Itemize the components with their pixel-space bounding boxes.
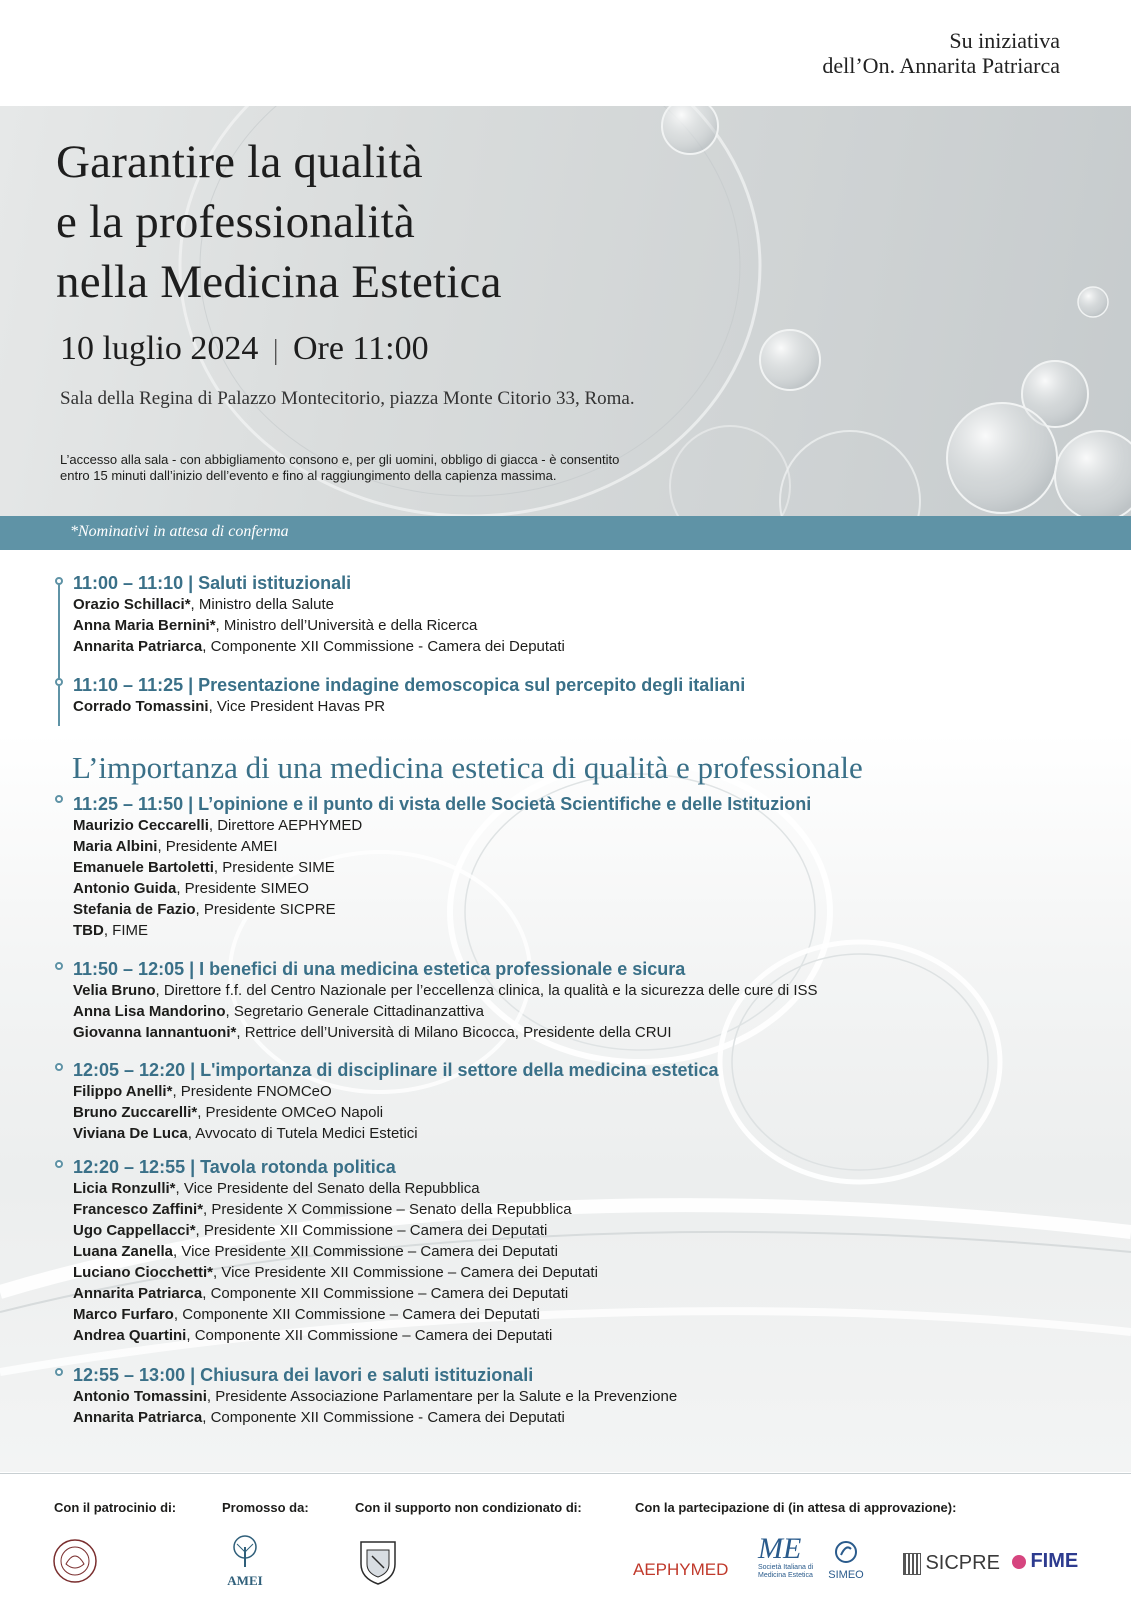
speaker-role: , Vice Presidente XII Commissione – Camera dei Deputati (173, 1243, 558, 1260)
session-3 (73, 793, 811, 941)
initiative-credit (822, 28, 1060, 78)
event-datetime (60, 330, 429, 368)
speaker (73, 1325, 598, 1346)
speaker-name: Marco Furfaro (73, 1306, 174, 1323)
speaker (73, 615, 565, 636)
speaker-name: Filippo Anelli* (73, 1083, 173, 1100)
speaker (73, 636, 565, 657)
amei-tree-icon (222, 1534, 268, 1568)
speaker-role: , Presidente SIMEO (176, 880, 309, 897)
speaker-name: Ugo Cappellacci* (73, 1222, 196, 1239)
speaker-role: , Ministro della Salute (190, 596, 334, 613)
speaker-name: Stefania de Fazio (73, 901, 196, 918)
sime-logo-mark: ME (758, 1532, 802, 1565)
aephymed-logo: AEPHYMED (633, 1560, 729, 1579)
speaker-role: , Ministro dell’Università e della Ricerca (215, 617, 478, 634)
promosso-label: Promosso da: (222, 1500, 309, 1515)
speaker (73, 1123, 719, 1144)
speaker-name: Annarita Patriarca (73, 1409, 203, 1426)
speaker-role: , FIME (103, 922, 148, 939)
speaker-role: , Vice Presidente XII Commissione – Camera dei Deputati (213, 1264, 598, 1281)
speaker-name: Emanuele Bartoletti (73, 859, 214, 876)
initiative-line-1: Su iniziativa (949, 28, 1060, 53)
session-title: 12:05 – 12:20 | L'importanza di disciplinare il settore della medicina estetica (73, 1060, 719, 1080)
sime-logo (758, 1534, 828, 1580)
amei-logo-text: AMEI (227, 1573, 263, 1588)
speaker (73, 1241, 598, 1262)
session-title: 11:10 – 11:25 | Presentazione indagine demoscopica sul percepito degli italiani (73, 675, 746, 695)
speaker (73, 815, 811, 836)
partecipazione-label: Con la partecipazione di (in attesa di approvazione): (635, 1500, 957, 1515)
speaker-name: Annarita Patriarca (73, 638, 203, 655)
event-venue: Sala della Regina di Palazzo Montecitorio, piazza Monte Citorio 33, Roma. (60, 388, 635, 409)
speaker-role: , Componente XII Commissione – Camera dei Deputati (202, 1285, 569, 1302)
speaker (73, 1022, 818, 1043)
title-line-2: e la professionalità (56, 196, 415, 248)
supporto-label: Con il supporto non condizionato di: (355, 1500, 582, 1515)
confirmation-note: *Nominativi in attesa di conferma (70, 523, 289, 540)
confirmation-band (0, 516, 1131, 550)
title-line-3: nella Medicina Estetica (56, 256, 502, 308)
session-5 (73, 1059, 719, 1144)
speaker (73, 980, 818, 1001)
session-2 (73, 674, 745, 717)
speaker (73, 1407, 677, 1428)
speaker-name: Andrea Quartini (73, 1327, 187, 1344)
speaker-role: , Vice President Havas PR (208, 698, 386, 715)
patrocinio-label: Con il patrocinio di: (54, 1500, 177, 1515)
speaker-role: , Componente XII Commissione – Camera dei Deputati (173, 1306, 540, 1323)
speaker (73, 1304, 598, 1325)
speaker-name: TBD (73, 922, 104, 939)
event-date: 10 luglio 2024 (60, 330, 259, 367)
timeline-dot (55, 962, 63, 970)
speaker-role: , Avvocato di Tutela Medici Estetici (187, 1125, 418, 1142)
speaker-name: Maria Albini (73, 838, 158, 855)
session-title: 12:20 – 12:55 | Tavola rotonda politica (73, 1157, 396, 1177)
speaker (73, 1220, 598, 1241)
session-4 (73, 958, 818, 1043)
speaker (73, 1386, 677, 1407)
speaker-name: Maurizio Ceccarelli (73, 817, 209, 834)
title-line-1: Garantire la qualità (56, 136, 423, 188)
amei-logo (222, 1534, 268, 1588)
speaker-role: , Presidente X Commissione – Senato della Repubblica (203, 1201, 572, 1218)
speaker-name: Anna Maria Bernini* (73, 617, 216, 634)
timeline-dot (55, 1368, 63, 1376)
speaker (73, 1001, 818, 1022)
access-notice (60, 452, 619, 484)
speaker-role: , Segretario Generale Cittadinanzattiva (225, 1003, 484, 1020)
sime-logo-text-1: Società Italiana di (758, 1564, 814, 1571)
speaker-name: Bruno Zuccarelli* (73, 1104, 198, 1121)
speaker-name: Antonio Tomassini (73, 1388, 207, 1405)
speaker-role: , Presidente AMEI (157, 838, 278, 855)
speaker-role: , Presidente Associazione Parlamentare per la Salute e la Prevenzione (206, 1388, 678, 1405)
speaker (73, 1199, 598, 1220)
hero-banner (0, 106, 1131, 516)
speaker-role: , Presidente OMCeO Napoli (197, 1104, 384, 1121)
session-1 (73, 572, 565, 657)
speaker (73, 836, 811, 857)
session-title: 11:25 – 11:50 | L’opinione e il punto di vista delle Società Scientifiche e delle Istituzioni (73, 794, 812, 814)
speaker (73, 696, 745, 717)
speaker-role: , Componente XII Commissione - Camera dei Deputati (202, 638, 565, 655)
speaker-role: , Componente XII Commissione – Camera dei Deputati (186, 1327, 553, 1344)
speaker (73, 899, 811, 920)
section-heading: L’importanza di una medicina estetica di qualità e professionale (72, 750, 863, 785)
event-time: Ore 11:00 (292, 330, 429, 367)
speaker-role: , Presidente SICPRE (195, 901, 336, 918)
speaker-name: Velia Bruno (73, 982, 156, 999)
speaker-name: Luciano Ciocchetti* (73, 1264, 214, 1281)
access-line-1: L’accesso alla sala - con abbigliamento consono e, per gli uomini, obbligo di giacca - è consentito (60, 452, 620, 467)
patrocinio-seal-logo (52, 1538, 98, 1584)
speaker-name: Viviana De Luca (73, 1125, 188, 1142)
fime-logo-text: FIME (1030, 1550, 1079, 1572)
fime-logo (1012, 1550, 1078, 1573)
speaker-name: Annarita Patriarca (73, 1285, 203, 1302)
speaker (73, 594, 565, 615)
footer-divider (0, 1473, 1131, 1474)
speaker-name: Orazio Schillaci* (73, 596, 191, 613)
speaker (73, 1262, 598, 1283)
timeline-dot (55, 1063, 63, 1071)
session-title: 11:50 – 12:05 | I benefici di una medicina estetica professionale e sicura (73, 959, 686, 979)
timeline-dot (55, 1160, 63, 1168)
support-crest-logo (355, 1536, 401, 1586)
speaker-role: , Rettrice dell’Università di Milano Bicocca, Presidente della CRUI (236, 1024, 672, 1041)
speaker-role: , Presidente FNOMCeO (172, 1083, 332, 1100)
speaker (73, 1283, 598, 1304)
speaker-name: Antonio Guida (73, 880, 177, 897)
session-title: 12:55 – 13:00 | Chiusura dei lavori e saluti istituzionali (73, 1365, 534, 1385)
sicpre-logo-text: SICPRE (925, 1552, 1000, 1574)
session-7 (73, 1364, 677, 1428)
sicpre-mark-icon (903, 1553, 921, 1575)
simeo-logo-text: SIMEO (828, 1569, 864, 1581)
access-line-2: entro 15 minuti dall’inizio dell’evento e fino al raggiungimento della capienza massima. (60, 468, 557, 483)
session-6 (73, 1156, 598, 1346)
timeline-dot (55, 678, 63, 686)
simeo-logo (826, 1540, 866, 1581)
speaker-role: , Vice Presidente del Senato della Repubblica (175, 1180, 480, 1197)
speaker-name: Corrado Tomassini (73, 698, 209, 715)
speaker (73, 920, 811, 941)
speaker-role: , Direttore AEPHYMED (208, 817, 363, 834)
speaker-role: , Presidente SIME (213, 859, 335, 876)
speaker (73, 1178, 598, 1199)
simeo-symbol-icon (832, 1540, 860, 1564)
datetime-separator: | (272, 335, 279, 366)
speaker-name: Francesco Zaffini* (73, 1201, 204, 1218)
timeline-dot (55, 795, 63, 803)
timeline-line (58, 578, 60, 726)
timeline-dot (55, 577, 63, 585)
speaker-role: , Componente XII Commissione - Camera dei Deputati (202, 1409, 565, 1426)
initiative-line-2: dell’On. Annarita Patriarca (822, 53, 1060, 78)
sicpre-logo (903, 1552, 1000, 1575)
speaker-role: , Direttore f.f. del Centro Nazionale per l’eccellenza clinica, la qualità e la sicurezza delle cure di ISS (155, 982, 818, 999)
speaker (73, 1102, 719, 1123)
speaker-name: Licia Ronzulli* (73, 1180, 176, 1197)
speaker-name: Luana Zanella (73, 1243, 174, 1260)
fime-flower-icon (1012, 1555, 1026, 1569)
speaker-name: Anna Lisa Mandorino (73, 1003, 226, 1020)
event-title (56, 132, 502, 312)
speaker-role: , Presidente XII Commissione – Camera dei Deputati (195, 1222, 548, 1239)
speaker (73, 878, 811, 899)
sime-logo-text-2: Medicina Estetica (758, 1572, 813, 1579)
speaker-name: Giovanna Iannantuoni* (73, 1024, 237, 1041)
session-title: 11:00 – 11:10 | Saluti istituzionali (73, 573, 352, 593)
speaker (73, 857, 811, 878)
speaker (73, 1081, 719, 1102)
